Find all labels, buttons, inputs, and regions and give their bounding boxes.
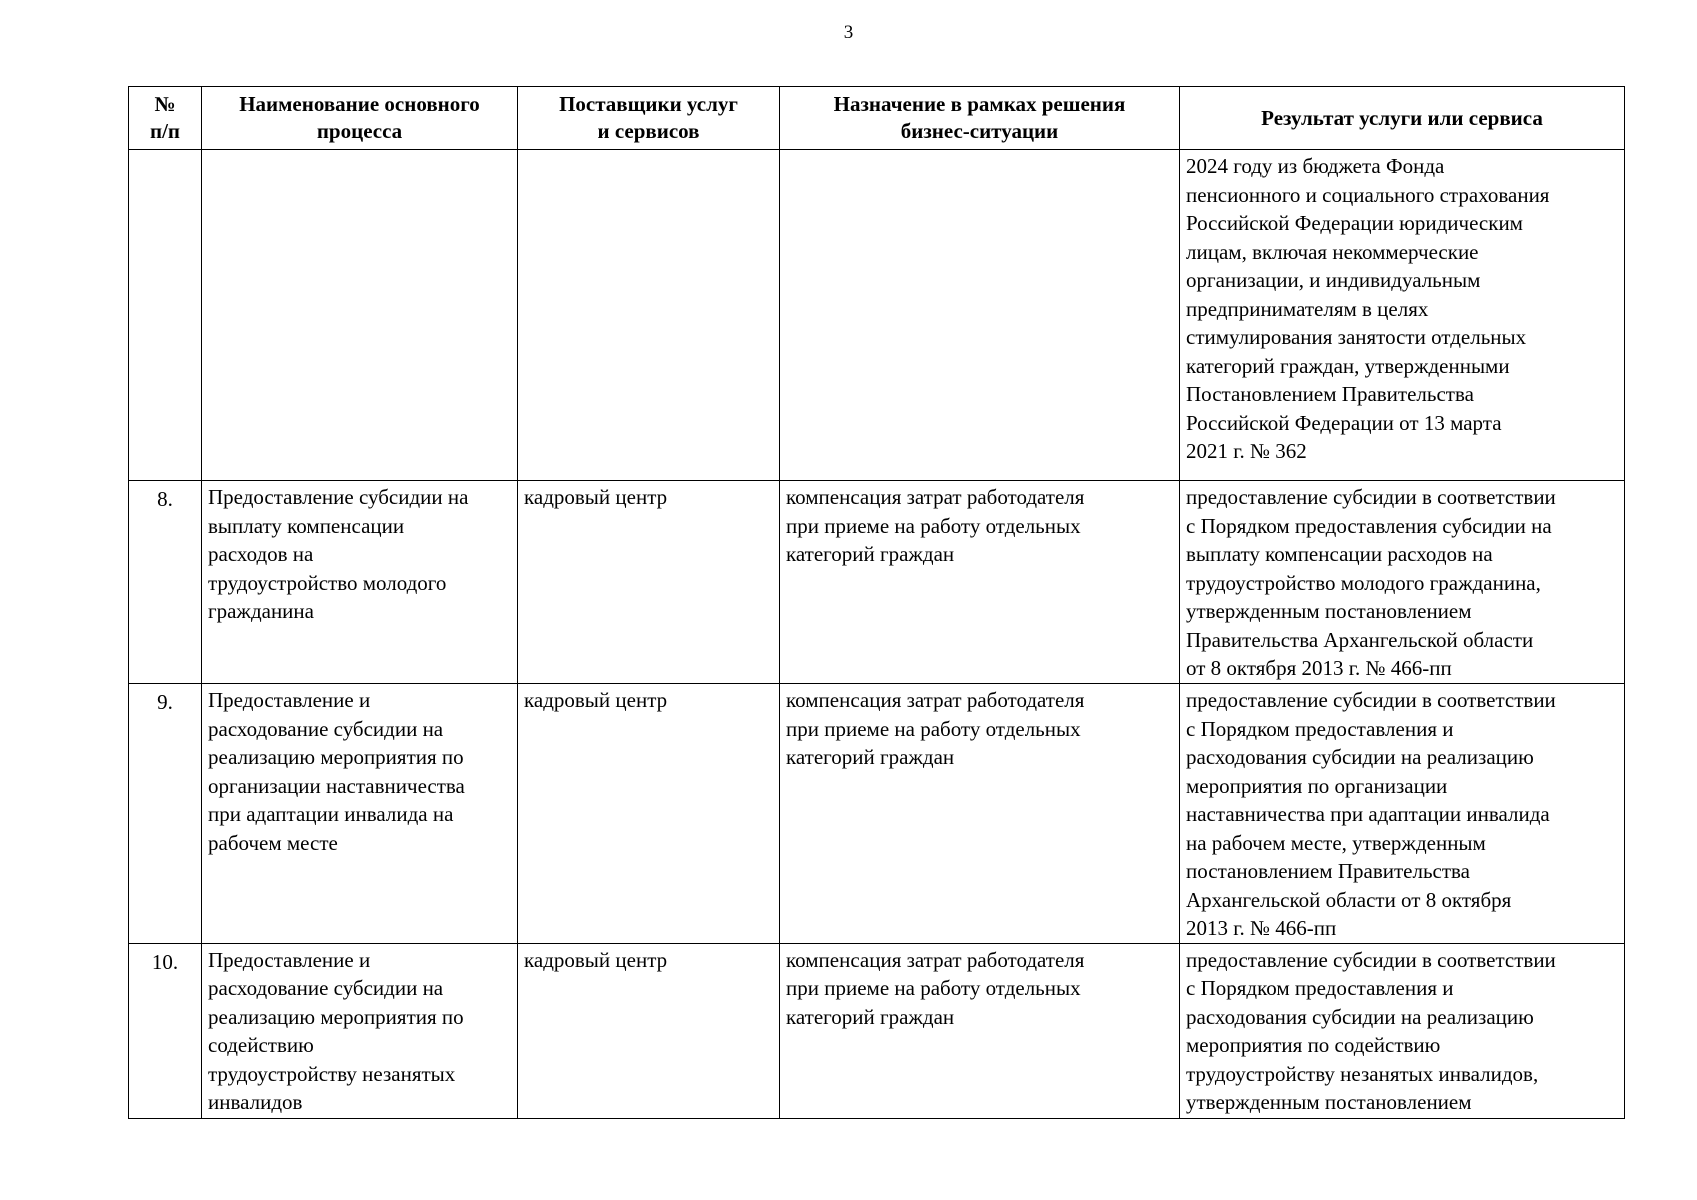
row-number: 8. (129, 481, 202, 684)
header-process: Наименование основного процесса (202, 87, 518, 150)
result-cell: предоставление субсидии в соответствии с Порядком предоставления и расходования субсидии на реализацию мероприятия по организации наставничества при адаптации инвалида на рабочем месте, утвержденным постановлением Правительства Архангельской области от 8 октября 2013 г. № 466-пп (1180, 684, 1625, 944)
purpose-cell: компенсация затрат работодателя при приеме на работу отдельных категорий граждан (780, 684, 1180, 944)
row-number: 9. (129, 684, 202, 944)
result-cell: 2024 году из бюджета Фонда пенсионного и социального страхования Российской Федерации юридическим лицам, включая некоммерческие организации, и индивидуальным предпринимателям в целях стимулирования занятости отдельных категорий граждан, утвержденными Постановлением Правительства Российской Федерации от 13 марта 2021 г. № 362 (1180, 150, 1625, 481)
table-header-row (129, 87, 1625, 150)
purpose-cell: компенсация затрат работодателя при приеме на работу отдельных категорий граждан (780, 481, 1180, 684)
table-row (129, 684, 1625, 944)
header-result: Результат услуги или сервиса (1180, 87, 1625, 150)
header-providers: Поставщики услуг и сервисов (518, 87, 780, 150)
process-cell: Предоставление субсидии на выплату компенсации расходов на трудоустройство молодого гражданина (202, 481, 518, 684)
table-row (129, 943, 1625, 1118)
result-cell: предоставление субсидии в соответствии с Порядком предоставления субсидии на выплату компенсации расходов на трудоустройство молодого гражданина, утвержденным постановлением Правительства Архангельской области от 8 октября 2013 г. № 466-пп (1180, 481, 1625, 684)
provider-cell (518, 150, 780, 481)
header-number: № п/п (129, 87, 202, 150)
purpose-cell: компенсация затрат работодателя при приеме на работу отдельных категорий граждан (780, 943, 1180, 1118)
row-number (129, 150, 202, 481)
services-table (128, 86, 1625, 1119)
row-number: 10. (129, 943, 202, 1118)
process-cell: Предоставление и расходование субсидии на реализацию мероприятия по содействию трудоустройству незанятых инвалидов (202, 943, 518, 1118)
table-row (129, 150, 1625, 481)
header-purpose: Назначение в рамках решения бизнес-ситуации (780, 87, 1180, 150)
process-cell (202, 150, 518, 481)
process-cell: Предоставление и расходование субсидии на реализацию мероприятия по организации наставничества при адаптации инвалида на рабочем месте (202, 684, 518, 944)
provider-cell: кадровый центр (518, 943, 780, 1118)
page-number: 3 (843, 22, 854, 43)
table-row (129, 481, 1625, 684)
result-cell: предоставление субсидии в соответствии с Порядком предоставления и расходования субсидии на реализацию мероприятия по содействию трудоустройству незанятых инвалидов, утвержденным постановлением (1180, 943, 1625, 1118)
provider-cell: кадровый центр (518, 481, 780, 684)
purpose-cell (780, 150, 1180, 481)
provider-cell: кадровый центр (518, 684, 780, 944)
